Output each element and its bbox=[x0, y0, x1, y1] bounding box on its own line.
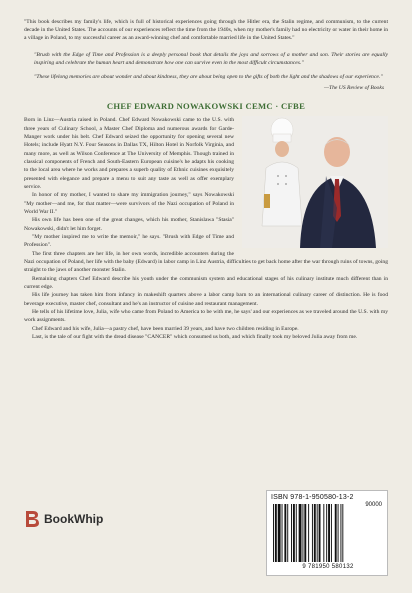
barcode-bar bbox=[342, 504, 343, 562]
barcode-bar bbox=[314, 504, 316, 562]
bio-paragraph: Chef Edward and his wife, Julia—a pastry chef, have been married 39 years, and have two children residing in Europe. bbox=[32, 325, 299, 332]
barcode-digits: 9 781950 580132 bbox=[302, 564, 354, 570]
barcode-bar bbox=[326, 504, 327, 562]
barcode-bar bbox=[317, 504, 318, 562]
barcode-bar bbox=[282, 504, 283, 562]
bio-paragraph: In honor of my mother, I wanted to share my immigration journey," says Nowakowski "My mother—and me, for that matter—were survivors of the Nazi occupation of Poland in World War II." bbox=[24, 192, 234, 215]
author-bio bbox=[24, 116, 388, 341]
barcode-bar bbox=[302, 504, 303, 562]
review-quote-1: "Brush with the Edge of Time and Profession is a deeply personal book that details the joys and sorrows of a mother and son. Their stories are equally inspiring and celebrate the human heart and demonstrate how one can survive even in the most difficult circumstances." bbox=[34, 51, 388, 66]
barcode-bar bbox=[273, 504, 274, 562]
barcode-bar bbox=[275, 504, 277, 562]
author-heading: CHEF EDWARD NOWAKOWSKI CEMC · CFBE bbox=[106, 101, 306, 112]
bio-paragraph: "My mother inspired me to write the memoir," he says. "Brush with Edge of Time and Profession". bbox=[24, 234, 234, 249]
author-photo-illustration bbox=[242, 116, 388, 248]
barcode-bar bbox=[328, 504, 330, 562]
bio-paragraph: His life journey has taken him from infancy in makeshift quarters above a labor camp barn to an international culinary career of distinction. He is food beverage executive, master chef, consultant and he's an instructor of cuisine and restaurant management. bbox=[24, 292, 388, 307]
review-attribution: —The US Review of Books bbox=[324, 85, 384, 92]
bio-paragraph: The first three chapters are her life, in her own words, incredible accounters during the Nazi occupation of Poland, her life with the baby (Edward) in labor camp in Linz Austria, difficulties to get back home after the war through ruins of towns, going straight to the jaws of another monster Stalin. bbox=[24, 250, 388, 274]
barcode-bar bbox=[299, 504, 302, 562]
barcode-bars bbox=[273, 504, 383, 562]
barcode-bar bbox=[284, 504, 286, 562]
barcode-bar bbox=[308, 504, 309, 562]
cover-footer bbox=[24, 490, 388, 580]
bio-paragraph: Born in Linz—Austria raised in Poland. Chef Edward Nowakowski came to the U.S. with three years of Culinary School, a Master Chef Diploma and numerous awards for Garde-Manger work under his belt. Chef Edward seized the opportunity for opening several new Hotels; include Hyatt N.Y. Four Seasons in Dallas TX, Hilton Hotel in Norfolk Virginia, and many more, as well as Wilson Conference at The University of Memphis. Though trained in classical components of French and South-Eastern European cuisine's he adapts his cooking to the local area where he works and prepares a superb quality of Ethnic cuisines exquisitely presented with elegance and prepare a menu to suit any taste as well as offer exemplary service. bbox=[24, 117, 234, 190]
publisher-logo bbox=[24, 510, 103, 528]
barcode-bar bbox=[291, 504, 292, 562]
price-code: 90000 bbox=[365, 502, 382, 508]
publisher-name: BookWhip bbox=[44, 512, 104, 526]
barcode-bar bbox=[278, 504, 281, 562]
bio-paragraph: Remaining chapters Chef Edward describe his youth under the communism system and educational stages of his culinary institute much different than in current edge. bbox=[24, 275, 388, 291]
isbn-barcode bbox=[266, 490, 388, 576]
bio-paragraph: Last, is the tale of our fight with the dread disease "CANCER" which consumed us both, and which finally took my beloved Julia away from me. bbox=[32, 334, 358, 341]
barcode-bar bbox=[331, 504, 332, 562]
barcode-bar bbox=[323, 504, 324, 562]
bio-paragraph: He tells of his lifetime love, Julia, wife who came from Poland to America to be with me, he says' and our experiences as we traveled around the U.S. with my work assignments. bbox=[24, 309, 388, 324]
barcode-bar bbox=[293, 504, 295, 562]
isbn-label: ISBN 978-1-950580-13-2 bbox=[271, 494, 354, 501]
barcode-bar bbox=[335, 504, 337, 562]
barcode-bar bbox=[312, 504, 313, 562]
bio-paragraph: His own life has been one of the great changes, which his mother, Stanislawa "Stasia" Nowakowski, didn't let him forget. bbox=[24, 217, 234, 232]
barcode-bar bbox=[319, 504, 321, 562]
barcode-bar bbox=[287, 504, 288, 562]
author-photo bbox=[242, 116, 388, 248]
bookwhip-logo-icon bbox=[24, 510, 40, 528]
review-quote-2: "These lifelong memories are about wonder and about kindness, they are about being open to the gifts of both the light and the shadows of our experience." bbox=[34, 74, 383, 81]
barcode-bar bbox=[304, 504, 306, 562]
barcode-bar bbox=[338, 504, 339, 562]
barcode-bar bbox=[296, 504, 297, 562]
barcode-bar bbox=[340, 504, 341, 562]
intro-paragraph: "This book describes my family's life, which is full of historical experiences going through the Hitler era, the Stalin regime, and communism, to the current decade in the United States. The accounts of our experiences reflect the time from the 1940s, when my mother's family had no electricity or water in their home in a village in Poland, to my successful career as an award-winning chef and comfortable married life in the United States." bbox=[24, 19, 388, 42]
